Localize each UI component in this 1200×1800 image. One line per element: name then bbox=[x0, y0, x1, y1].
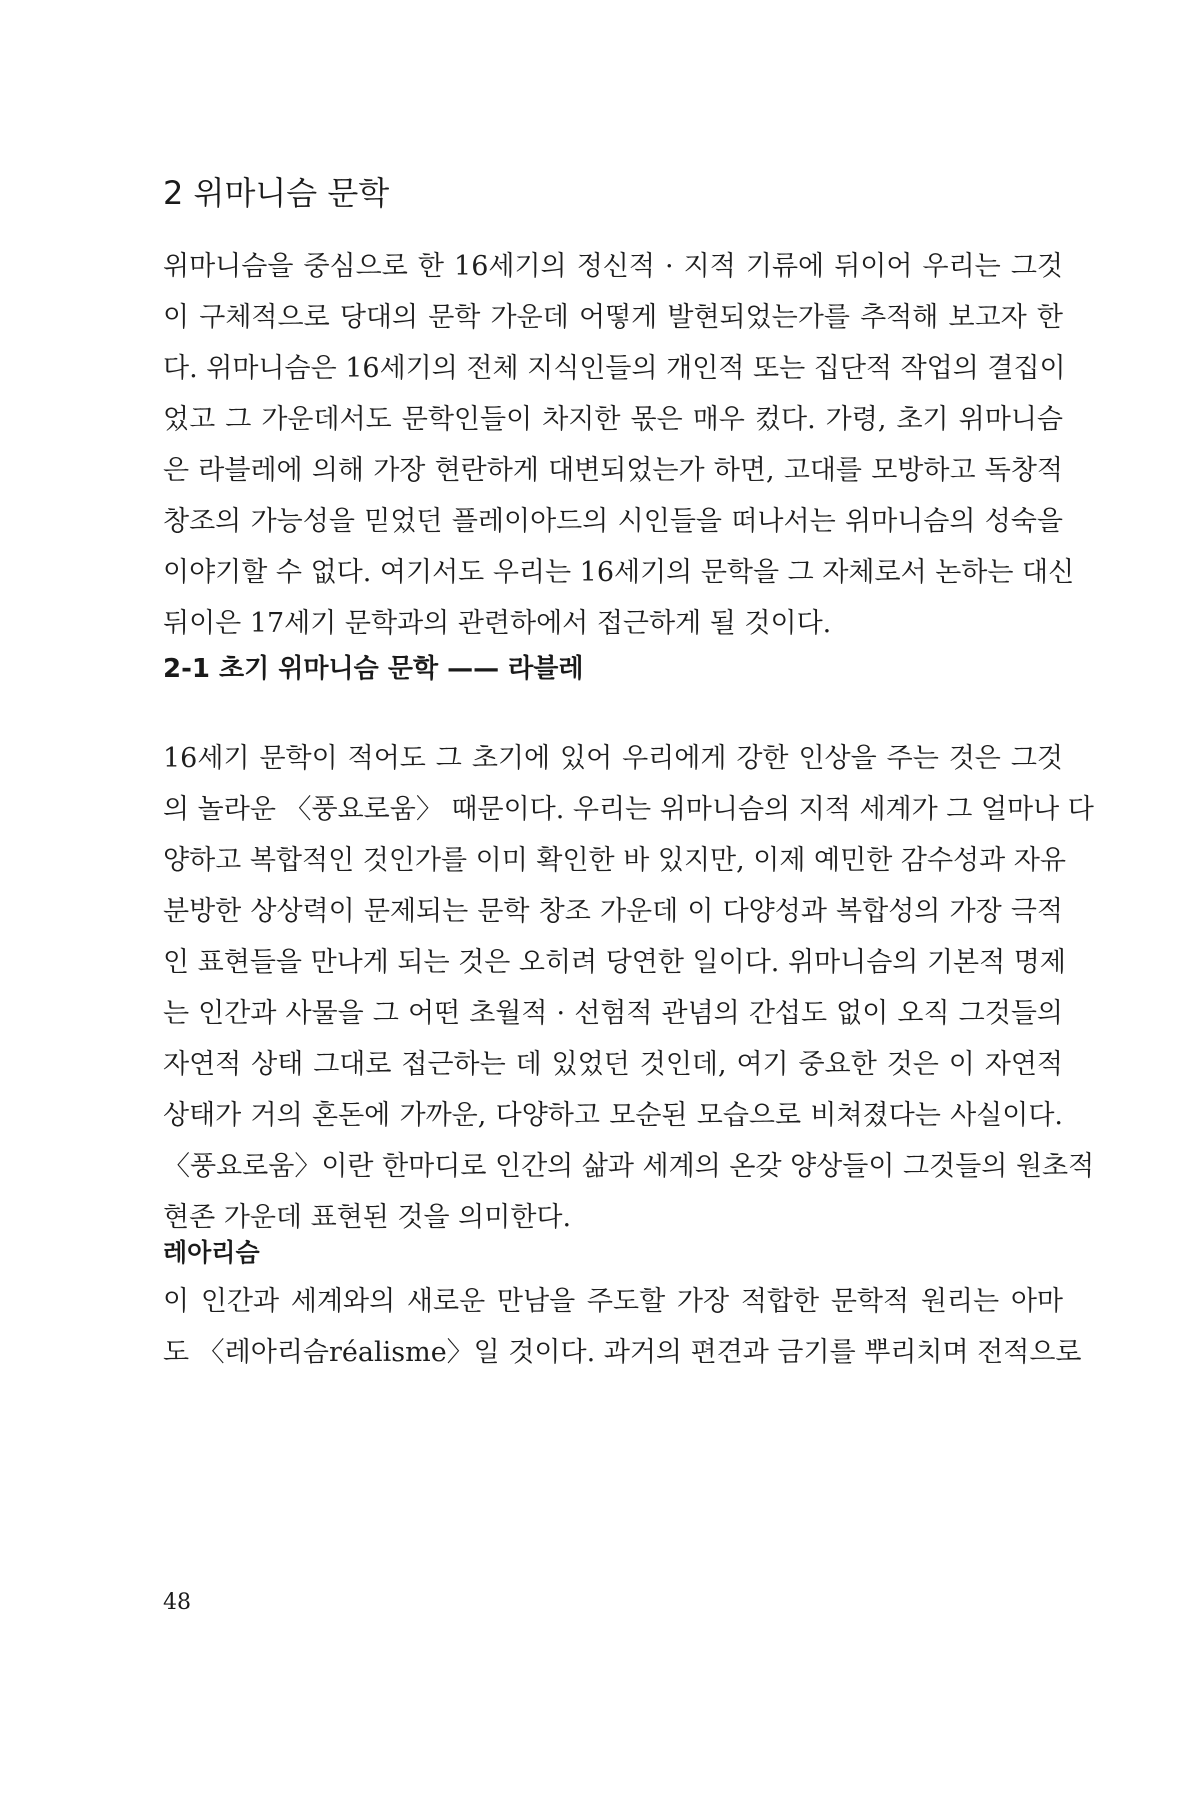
paragraph-line: 〈풍요로움〉이란 한마디로 인간의 삶과 세계의 온갖 양상들이 그것들의 원초적 bbox=[163, 1151, 1095, 1182]
paragraph-line: 현존 가운데 표현된 것을 의미한다. bbox=[163, 1202, 572, 1233]
paragraph-text bbox=[163, 241, 1075, 649]
paragraph-line: 16세기 문학이 적어도 그 초기에 있어 우리에게 강한 인상을 주는 것은 그것 bbox=[163, 743, 1063, 774]
paragraph-line: 이야기할 수 없다. 여기서도 우리는 16세기의 문학을 그 자체로서 논하는 대신 bbox=[163, 557, 1075, 588]
paragraph-line: 다. 위마니슴은 16세기의 전체 지식인들의 개인적 또는 집단적 작업의 결집이 bbox=[163, 353, 1066, 384]
paragraph-line: 인 표현들을 만나게 되는 것은 오히려 당연한 일이다. 위마니슴의 기본적 명제 bbox=[163, 947, 1066, 978]
paragraph-text bbox=[163, 733, 1095, 1243]
paragraph-line: 도 〈레아리슴réalisme〉일 것이다. 과거의 편견과 금기를 뿌리치며 전적으로 bbox=[163, 1337, 1082, 1368]
paragraph-line: 은 라블레에 의해 가장 현란하게 대변되었는가 하면, 고대를 모방하고 독창적 bbox=[163, 455, 1063, 486]
paragraph-line: 분방한 상상력이 문제되는 문학 창조 가운데 이 다양성과 복합성의 가장 극적 bbox=[163, 896, 1063, 927]
paragraph-line: 자연적 상태 그대로 접근하는 데 있었던 것인데, 여기 중요한 것은 이 자연적 bbox=[163, 1049, 1063, 1080]
paragraph-line: 이 구체적으로 당대의 문학 가운데 어떻게 발현되었는가를 추적해 보고자 한 bbox=[163, 302, 1063, 333]
paragraph-line: 었고 그 가운데서도 문학인들이 차지한 몫은 매우 컸다. 가령, 초기 위마니슴 bbox=[163, 404, 1063, 435]
paragraph-line: 이 인간과 세계와의 새로운 만남을 주도할 가장 적합한 문학적 원리는 아마 bbox=[163, 1286, 1063, 1317]
paragraph-text bbox=[163, 1276, 1082, 1378]
page-number: 48 bbox=[163, 1590, 191, 1615]
topic-paragraph bbox=[163, 1276, 1082, 1378]
paragraph-line: 의 놀라운 〈풍요로움〉 때문이다. 우리는 위마니슴의 지적 세계가 그 얼마나 다 bbox=[163, 794, 1094, 825]
paragraph-line: 양하고 복합적인 것인가를 이미 확인한 바 있지만, 이제 예민한 감수성과 자유 bbox=[163, 845, 1066, 876]
topic-heading: 레아리슴 bbox=[163, 1238, 260, 1267]
paragraph-line: 위마니슴을 중심으로 한 16세기의 정신적 · 지적 기류에 뒤이어 우리는 그것 bbox=[163, 251, 1063, 282]
subsection-heading: 2-1 초기 위마니슴 문학 —— 라블레 bbox=[163, 654, 584, 684]
section-paragraph bbox=[163, 241, 1075, 649]
section-heading: 2 위마니슴 문학 bbox=[163, 174, 390, 212]
paragraph-line: 뒤이은 17세기 문학과의 관련하에서 접근하게 될 것이다. bbox=[163, 608, 832, 639]
subsection-paragraph bbox=[163, 733, 1095, 1243]
paragraph-line: 상태가 거의 혼돈에 가까운, 다양하고 모순된 모습으로 비쳐졌다는 사실이다. bbox=[163, 1100, 1063, 1131]
paragraph-line: 는 인간과 사물을 그 어떤 초월적 · 선험적 관념의 간섭도 없이 오직 그것들의 bbox=[163, 998, 1063, 1029]
paragraph-line: 창조의 가능성을 믿었던 플레이아드의 시인들을 떠나서는 위마니슴의 성숙을 bbox=[163, 506, 1063, 537]
